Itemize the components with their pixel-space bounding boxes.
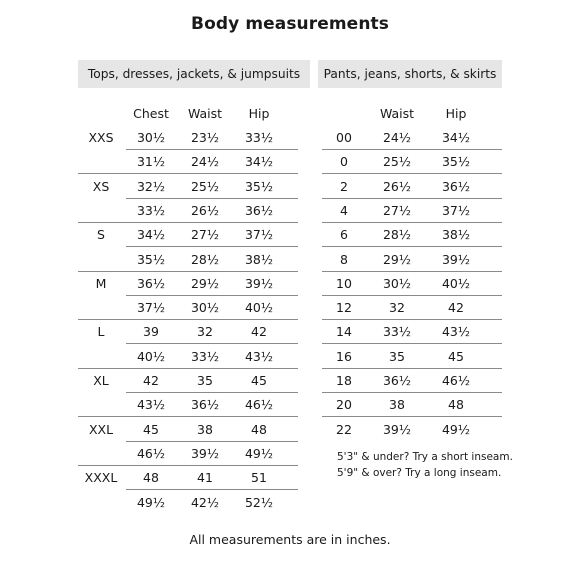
row-divider: [126, 392, 298, 393]
row-divider: [322, 319, 502, 320]
tops-cell: 28½: [190, 251, 220, 267]
tops-cell: 49½: [136, 494, 166, 510]
pants-cell: 36½: [382, 373, 412, 388]
tops-cell: 24½: [190, 154, 220, 170]
tops-cell: 31½: [136, 154, 166, 170]
tops-cell: 38: [197, 421, 213, 437]
pants-size-label: 6: [340, 227, 348, 243]
tops-size-label: L: [97, 324, 105, 340]
pants-size-label: 22: [336, 421, 352, 437]
row-divider: [322, 343, 502, 344]
pants-cell: 37½: [441, 202, 471, 218]
tops-cell: 43½: [136, 397, 166, 413]
row-divider: [126, 343, 298, 344]
tops-cell: 35: [197, 373, 213, 388]
row-divider: [126, 149, 298, 150]
tops-cell: 45: [251, 373, 267, 388]
row-divider: [126, 198, 298, 199]
row-divider: [78, 222, 298, 223]
row-divider: [126, 295, 298, 296]
pants-cell: 43½: [441, 324, 471, 340]
tops-size-label: S: [97, 227, 105, 243]
tops-cell: 27½: [190, 227, 220, 243]
pants-cell: 27½: [382, 202, 412, 218]
tops-size-label: XS: [92, 178, 110, 194]
inseam-note-short: 5'3" & under? Try a short inseam.: [337, 451, 513, 463]
tops-cell: 52½: [244, 494, 274, 510]
inseam-note-long: 5'9" & over? Try a long inseam.: [337, 467, 502, 479]
pants-size-label: 00: [336, 130, 352, 145]
pants-col-waist: Waist: [379, 106, 415, 121]
tops-cell: 45: [143, 421, 159, 437]
pants-cell: 25½: [382, 154, 412, 170]
row-divider: [126, 441, 298, 442]
tops-col-chest: Chest: [133, 106, 169, 121]
row-divider: [78, 173, 298, 174]
tops-cell: 37½: [136, 300, 166, 316]
pants-cell: 35: [389, 348, 405, 364]
pants-cell: 42: [448, 300, 464, 316]
row-divider: [322, 392, 502, 393]
tops-cell: 33½: [136, 202, 166, 218]
row-divider: [322, 246, 502, 247]
row-divider: [126, 246, 298, 247]
pants-cell: 36½: [441, 178, 471, 194]
tops-cell: 39½: [244, 275, 274, 291]
row-divider: [78, 465, 298, 466]
pants-size-label: 8: [340, 251, 348, 267]
tops-size-label: XXL: [88, 421, 114, 437]
tops-size-label: XXXL: [84, 470, 118, 486]
page-title: Body measurements: [191, 14, 389, 34]
pants-cell: 38½: [441, 227, 471, 243]
tops-cell: 39: [143, 324, 159, 340]
tops-cell: 32: [197, 324, 213, 340]
tops-cell: 46½: [244, 397, 274, 413]
pants-cell: 46½: [441, 373, 471, 388]
tops-cell: 30½: [136, 130, 166, 145]
tops-cell: 35½: [136, 251, 166, 267]
pants-cell: 48: [448, 397, 464, 413]
row-divider: [78, 271, 298, 272]
pants-size-label: 2: [340, 178, 348, 194]
row-divider: [322, 295, 502, 296]
row-divider: [78, 319, 298, 320]
pants-cell: 35½: [441, 154, 471, 170]
tops-cell: 29½: [190, 275, 220, 291]
tops-cell: 42: [143, 373, 159, 388]
tops-cell: 36½: [136, 275, 166, 291]
row-divider: [322, 368, 502, 369]
measurements-unit-note: All measurements are in inches.: [189, 532, 391, 547]
pants-cell: 26½: [382, 178, 412, 194]
row-divider: [78, 416, 298, 417]
row-divider: [126, 489, 298, 490]
row-divider: [322, 149, 502, 150]
tops-cell: 40½: [244, 300, 274, 316]
tops-cell: 49½: [244, 445, 274, 461]
tops-cell: 48: [251, 421, 267, 437]
tops-cell: 37½: [244, 227, 274, 243]
tops-cell: 48: [143, 470, 159, 486]
tops-cell: 36½: [190, 397, 220, 413]
tops-cell: 25½: [190, 178, 220, 194]
pants-col-hip: Hip: [445, 106, 467, 121]
tops-col-hip: Hip: [248, 106, 270, 121]
tops-cell: 33½: [190, 348, 220, 364]
pants-cell: 30½: [382, 275, 412, 291]
tops-col-waist: Waist: [187, 106, 223, 121]
tops-size-label: XL: [93, 373, 109, 388]
pants-size-label: 14: [336, 324, 352, 340]
pants-cell: 45: [448, 348, 464, 364]
pants-size-label: 18: [336, 373, 352, 388]
tops-cell: 34½: [244, 154, 274, 170]
tops-cell: 40½: [136, 348, 166, 364]
pants-cell: 49½: [441, 421, 471, 437]
tops-cell: 26½: [190, 202, 220, 218]
pants-cell: 32: [389, 300, 405, 316]
pants-size-label: 10: [336, 275, 352, 291]
row-divider: [322, 173, 502, 174]
tops-size-label: M: [95, 275, 107, 291]
pants-size-label: 16: [336, 348, 352, 364]
row-divider: [78, 368, 298, 369]
pants-cell: 29½: [382, 251, 412, 267]
tops-cell: 23½: [190, 130, 220, 145]
tops-cell: 30½: [190, 300, 220, 316]
pants-cell: 33½: [382, 324, 412, 340]
pants-size-label: 0: [340, 154, 348, 170]
pants-cell: 39½: [441, 251, 471, 267]
row-divider: [322, 271, 502, 272]
pants-cell: 40½: [441, 275, 471, 291]
tops-cell: 33½: [244, 130, 274, 145]
row-divider: [322, 222, 502, 223]
pants-size-label: 12: [336, 300, 352, 316]
tops-cell: 42: [251, 324, 267, 340]
pants-cell: 24½: [382, 130, 412, 145]
row-divider: [322, 198, 502, 199]
tops-cell: 41: [197, 470, 213, 486]
tops-cell: 35½: [244, 178, 274, 194]
pants-cell: 39½: [382, 421, 412, 437]
tops-cell: 43½: [244, 348, 274, 364]
tops-cell: 38½: [244, 251, 274, 267]
pants-cell: 28½: [382, 227, 412, 243]
tops-cell: 42½: [190, 494, 220, 510]
tops-cell: 32½: [136, 178, 166, 194]
pants-section-header: Pants, jeans, shorts, & skirts: [318, 60, 502, 88]
pants-cell: 38: [389, 397, 405, 413]
pants-cell: 34½: [441, 130, 471, 145]
tops-cell: 51: [251, 470, 267, 486]
tops-cell: 36½: [244, 202, 274, 218]
tops-cell: 34½: [136, 227, 166, 243]
pants-size-label: 4: [340, 202, 348, 218]
tops-size-label: XXS: [88, 130, 114, 145]
pants-size-label: 20: [336, 397, 352, 413]
tops-cell: 46½: [136, 445, 166, 461]
tops-section-header: Tops, dresses, jackets, & jumpsuits: [78, 60, 310, 88]
row-divider: [322, 416, 502, 417]
tops-cell: 39½: [190, 445, 220, 461]
